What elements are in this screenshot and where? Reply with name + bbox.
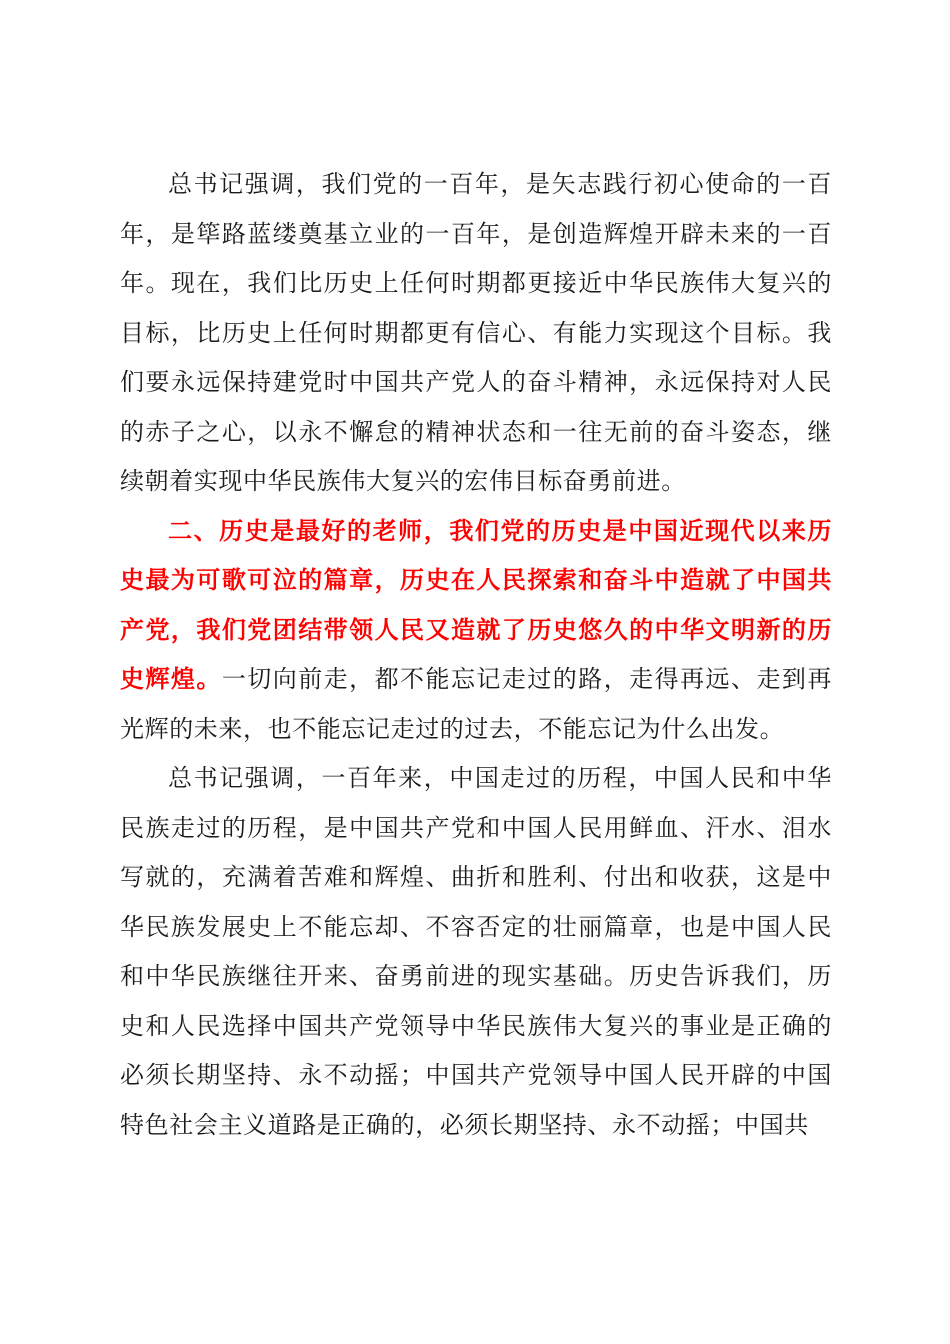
paragraph-3-text: 总书记强调，一百年来，中国走过的历程，中国人民和中华民族走过的历程，是中国共产党和中国人民用鲜血、汗水、泪水写就的，充满着苦难和辉煌、曲折和胜利、付出和收获，这是中华民族发展史上不能忘却、不容否定的壮丽篇章，也是中国人民和中华民族继往开来、奋勇前进的现实基础。历史告诉我们，历史和人民选择中国共产党领导中华民族伟大复兴的事业是正确的必须长期坚持、永不动摇；中国共产党领导中国人民开辟的中国特色社会主义道路是正确的，必须长期坚持、永不动摇；中国共 xyxy=(120,764,832,1139)
paragraph-1-text: 总书记强调，我们党的一百年，是矢志践行初心使命的一百年，是筚路蓝缕奠基立业的一百年，是创造辉煌开辟未来的一百年。现在，我们比历史上任何时期都更接近中华民族伟大复兴的目标，比历史上任何时期都更有信心、有能力实现这个目标。我们要永远保持建党时中国共产党人的奋斗精神，永远保持对人民的赤子之心，以永不懈怠的精神状态和一往无前的奋斗姿态，继续朝着实现中华民族伟大复兴的宏伟目标奋勇前进。 xyxy=(120,170,832,495)
document-body xyxy=(120,160,832,1150)
paragraph-3 xyxy=(120,754,832,1150)
paragraph-2 xyxy=(120,507,832,755)
paragraph-2-text: 一切向前走，都不能忘记走过的路，走得再远、走到再光辉的未来，也不能忘记走过的过去，不能忘记为什么出发。 xyxy=(120,665,832,743)
section-heading-2: 二、历史是最好的老师，我们党的历史是中国近现代以来历史最为可歌可泣的篇章，历史在人民探索和奋斗中造就了中国共产党，我们党团结带领人民又造就了历史悠久的中华文明新的历史辉煌。 xyxy=(120,516,832,693)
paragraph-1 xyxy=(120,160,832,507)
